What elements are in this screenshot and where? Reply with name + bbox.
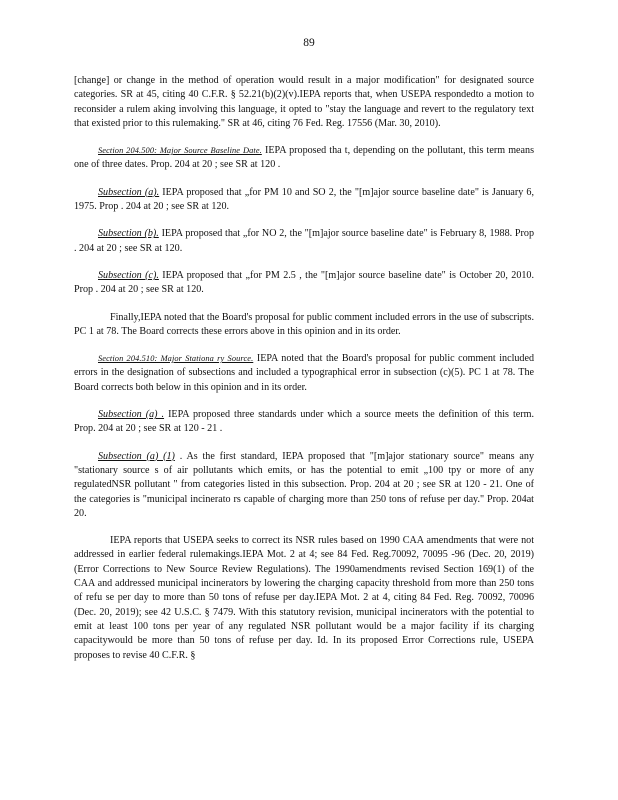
subsection-paragraph <box>74 269 534 298</box>
subsection-heading: Subsection (c). <box>98 269 159 281</box>
subsection-paragraph <box>74 408 534 437</box>
subsection-paragraph <box>74 450 534 521</box>
paragraph <box>74 311 534 340</box>
subsection-heading: Subsection (a) . <box>98 409 165 421</box>
page-number: 89 <box>303 37 315 49</box>
paragraph-text: Finally,IEPA noted that the Board's proposal for public comment included errors in the use of subscripts. PC 1 at 78. The Board corrects these errors above in this opinion and in its order. <box>74 311 534 337</box>
paragraph-text: IEPA proposed three standards under which a source meets the definition of this term. Prop. 204 at 20 ; see SR at 120 - 21 . <box>74 409 534 435</box>
subsection-heading: Subsection (b). <box>98 228 159 240</box>
paragraph-text: IEPA proposed that „for NO 2, the "[m]ajor source baseline date" is February 8, 1988. Prop . 204 at 20 ; see SR at 120. <box>74 228 534 254</box>
section-paragraph <box>74 144 534 173</box>
paragraph-text: IEPA noted that the Board's proposal for public comment included errors in the designation of subsections and included a typographical error in subsection (c)(5). PC 1 at 78. The Board corrects both below in this opinion and in its order. <box>74 353 534 393</box>
section-heading: Section 204.500: Major Source Baseline Date. <box>98 146 262 156</box>
paragraph-text: IEPA proposed that „for PM 2.5 , the "[m]ajor source baseline date" is October 20, 2010. Prop . 204 at 20 ; see SR at 120. <box>74 269 534 296</box>
paragraph <box>74 534 534 663</box>
document-body <box>74 74 534 676</box>
paragraph-text: . As the first standard, IEPA proposed that "[m]ajor stationary source" means any "stationary source s of air pollutants which emits, or has the potential to emit „100 tpy or more of any regulatedNSR pollutant " from categories listed in this subsection. Prop. 204 at 20 ; see SR at 120 - 21. One of the categories is "municipal incinerato rs capable of charging more than 250 tons of refuse per day." Prop. 204at 20. <box>74 450 534 519</box>
subsection-paragraph <box>74 186 534 215</box>
paragraph-text: IEPA reports that USEPA seeks to correct its NSR rules based on 1990 CAA amendments that were not addressed in earlier federal rulemakings.IEPA Mot. 2 at 4; see 84 Fed. Reg.70092, 70095 -96 (Dec. 20, 2019) (Error Corrections to New Source Review Regulations). The 1990amendments revised Section 169(1) of the CAA and addressed municipal incinerators by lowering the charging capacity threshold from more than 250 tons of refu se per day to more than 50 tons of refuse per day.IEPA Mot. 2 at 4, citing 84 Fed. Reg. 70092, 70096 (Dec. 20, 2019); see 42 U.S.C. § 7479. With this statutory revision, municipal incinerators with the potential to emit at least 100 tons per year of any regulated NSR pollutant would be a major facility if its charging capacitywould be more than 50 tons of refuse per day. Id. In its proposed Error Corrections rule, USEPA proposes to revise 40 C.F.R. § <box>74 535 534 661</box>
section-paragraph <box>74 352 534 395</box>
paragraph-text: IEPA proposed that „for PM 10 and SO 2, the "[m]ajor source baseline date" is January 6, 1975. Prop . 204 at 20 ; see SR at 120. <box>74 186 534 213</box>
section-heading: Section 204.510: Major Stationa ry Source. <box>98 354 254 364</box>
paragraph-text: IEPA proposed tha t, depending on the pollutant, this term means one of three dates. Prop. 204 at 20 ; see SR at 120 . <box>74 145 534 171</box>
subsection-heading: Subsection (a) (1) <box>98 450 175 462</box>
paragraph <box>74 74 534 131</box>
subsection-paragraph <box>74 227 534 256</box>
subsection-heading: Subsection (a). <box>98 186 160 198</box>
paragraph-text: [change] or change in the method of operation would result in a major modification" for designated source categories. SR at 45, citing 40 C.F.R. § 52.21(b)(2)(v).IEPA reports that, when USEPA respondedto a motion to reconsider a rulem aking involving this language, it opted to "stay the language and revert to the regulatory text that existed prior to this rulemaking." SR at 46, citing 76 Fed. Reg. 17556 (Mar. 30, 2010). <box>74 75 534 129</box>
